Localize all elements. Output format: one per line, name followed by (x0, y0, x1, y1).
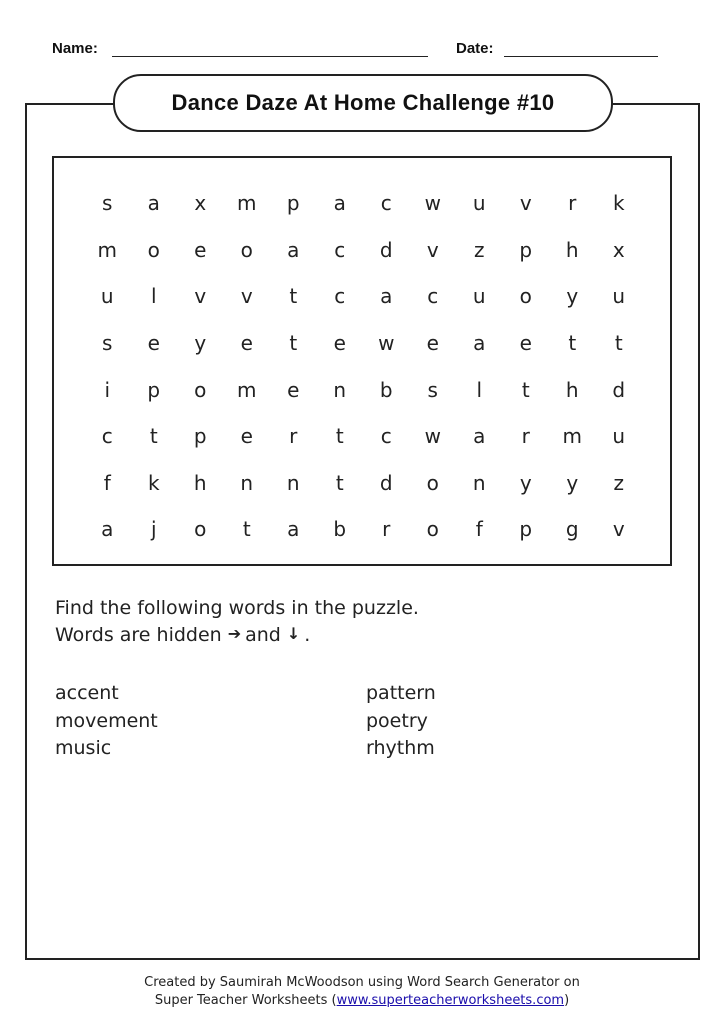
grid-letter: t (521, 377, 530, 402)
grid-letter: t (289, 331, 298, 356)
grid-letter: c (334, 237, 346, 262)
grid-letter: x (612, 237, 625, 262)
grid-letter: u (612, 424, 626, 449)
grid-letter: c (334, 284, 346, 309)
grid-letter: v (240, 284, 253, 309)
grid-letter: v (519, 191, 532, 216)
grid-letter: w (424, 424, 441, 449)
grid-letter: c (380, 424, 392, 449)
grid-letter: s (102, 331, 113, 356)
grid-letter: l (150, 284, 157, 309)
grid-letter: e (194, 237, 207, 262)
grid-letter: a (380, 284, 393, 309)
grid-letter: f (475, 517, 483, 542)
grid-letter: j (150, 517, 157, 542)
grid-letter: o (240, 237, 253, 262)
grid-letter: t (242, 517, 251, 542)
grid-letter: i (104, 377, 111, 402)
instructions-line-1: Find the following words in the puzzle. (55, 597, 419, 619)
grid-letter: y (519, 470, 532, 495)
footer-line-2 (0, 992, 724, 1010)
grid-letter: u (100, 284, 114, 309)
word-item: pattern (366, 682, 436, 704)
grid-letter: n (333, 377, 347, 402)
grid-letter: f (103, 470, 111, 495)
grid-letter: e (519, 331, 532, 356)
title-text: Dance Daze At Home Challenge #10 (171, 90, 555, 115)
grid-letter: b (333, 517, 347, 542)
grid-letter: c (380, 191, 392, 216)
grid-letter: o (426, 517, 439, 542)
footer-credit (0, 974, 724, 1010)
date-blank-line (504, 56, 658, 57)
grid-letter: r (568, 191, 577, 216)
grid-letter: u (612, 284, 626, 309)
grid-letter: a (473, 331, 486, 356)
grid-letter: t (335, 424, 344, 449)
grid-letter: c (427, 284, 439, 309)
word-item: accent (55, 682, 119, 704)
grid-letter: b (379, 377, 393, 402)
grid-letter: p (519, 517, 533, 542)
grid-letter: h (193, 470, 207, 495)
word-item: movement (55, 709, 158, 732)
word-item: poetry (366, 709, 428, 732)
grid-letter: s (427, 377, 438, 402)
word-search-grid (84, 180, 642, 553)
grid-letter: o (147, 237, 160, 262)
grid-letter: t (335, 470, 344, 495)
header-row (52, 38, 662, 62)
grid-letter: a (473, 424, 486, 449)
grid-letter: z (613, 470, 624, 495)
date-label: Date: (456, 40, 494, 57)
grid-letter: g (565, 517, 579, 542)
grid-letter: t (289, 284, 298, 309)
grid-letter: r (289, 424, 298, 449)
grid-letter: v (612, 517, 625, 542)
grid-letter: m (97, 237, 117, 262)
grid-letter: r (521, 424, 530, 449)
grid-letter: u (472, 284, 486, 309)
grid-letter: n (472, 470, 486, 495)
grid-letter: p (519, 237, 533, 262)
grid-letter: u (472, 191, 486, 216)
grid-letter: a (147, 191, 160, 216)
grid-letter: a (287, 237, 300, 262)
grid-letter: e (333, 331, 346, 356)
word-list-left (55, 680, 158, 763)
grid-letter: e (287, 377, 300, 402)
grid-letter: m (237, 377, 257, 402)
name-blank-line (112, 56, 428, 57)
grid-letter: m (562, 424, 582, 449)
word-item: rhythm (366, 737, 435, 759)
grid-letter: z (474, 237, 485, 262)
grid-letter: a (287, 517, 300, 542)
grid-letter: p (147, 377, 161, 402)
instructions-line-2 (55, 624, 310, 646)
word-item: music (55, 737, 112, 759)
grid-letter: c (101, 424, 113, 449)
grid-letter: y (194, 331, 207, 356)
grid-letter: n (240, 470, 254, 495)
footer-prefix: Super Teacher Worksheets ( (154, 993, 337, 1008)
instructions-prefix: Words are hidden (55, 624, 222, 646)
grid-letter: y (566, 284, 579, 309)
grid-letter: o (194, 377, 207, 402)
grid-letter: d (379, 237, 393, 262)
instructions-period: . (304, 624, 311, 646)
grid-letter: v (194, 284, 207, 309)
grid-letter: t (149, 424, 158, 449)
grid-letter: h (565, 237, 579, 262)
footer-suffix: ) (564, 993, 570, 1008)
grid-letter: n (286, 470, 300, 495)
grid-letter: k (612, 191, 625, 216)
grid-letter: h (565, 377, 579, 402)
grid-letter: w (378, 331, 395, 356)
grid-letter: e (147, 331, 160, 356)
grid-letter: v (426, 237, 439, 262)
instructions-and: and (245, 624, 281, 646)
down-arrow-icon: ↓ (286, 624, 301, 643)
grid-letter: m (237, 191, 257, 216)
grid-letter: t (614, 331, 623, 356)
worksheet-title (113, 74, 613, 132)
footer-line-1: Created by Saumirah McWoodson using Word Search Generator on (144, 975, 580, 990)
grid-letter: e (240, 424, 253, 449)
grid-letter: l (476, 377, 483, 402)
grid-letter: o (194, 517, 207, 542)
grid-letter: k (147, 470, 160, 495)
grid-letter: d (612, 377, 626, 402)
grid-letter: r (382, 517, 391, 542)
grid-letter: x (194, 191, 207, 216)
grid-letter: e (426, 331, 439, 356)
footer-website-link[interactable]: www.superteacherworksheets.com (336, 993, 565, 1008)
grid-letter: p (193, 424, 207, 449)
grid-letter: d (379, 470, 393, 495)
grid-letter: s (102, 191, 113, 216)
grid-letter: t (568, 331, 577, 356)
name-label: Name: (52, 40, 98, 57)
grid-letter: o (519, 284, 532, 309)
grid-letter: a (101, 517, 114, 542)
grid-letter: a (333, 191, 346, 216)
grid-letter: p (286, 191, 300, 216)
grid-letter: o (426, 470, 439, 495)
grid-letter: w (424, 191, 441, 216)
grid-letter: y (566, 470, 579, 495)
word-list-right (366, 680, 436, 763)
grid-letter: e (240, 331, 253, 356)
right-arrow-icon: ➔ (227, 624, 242, 643)
